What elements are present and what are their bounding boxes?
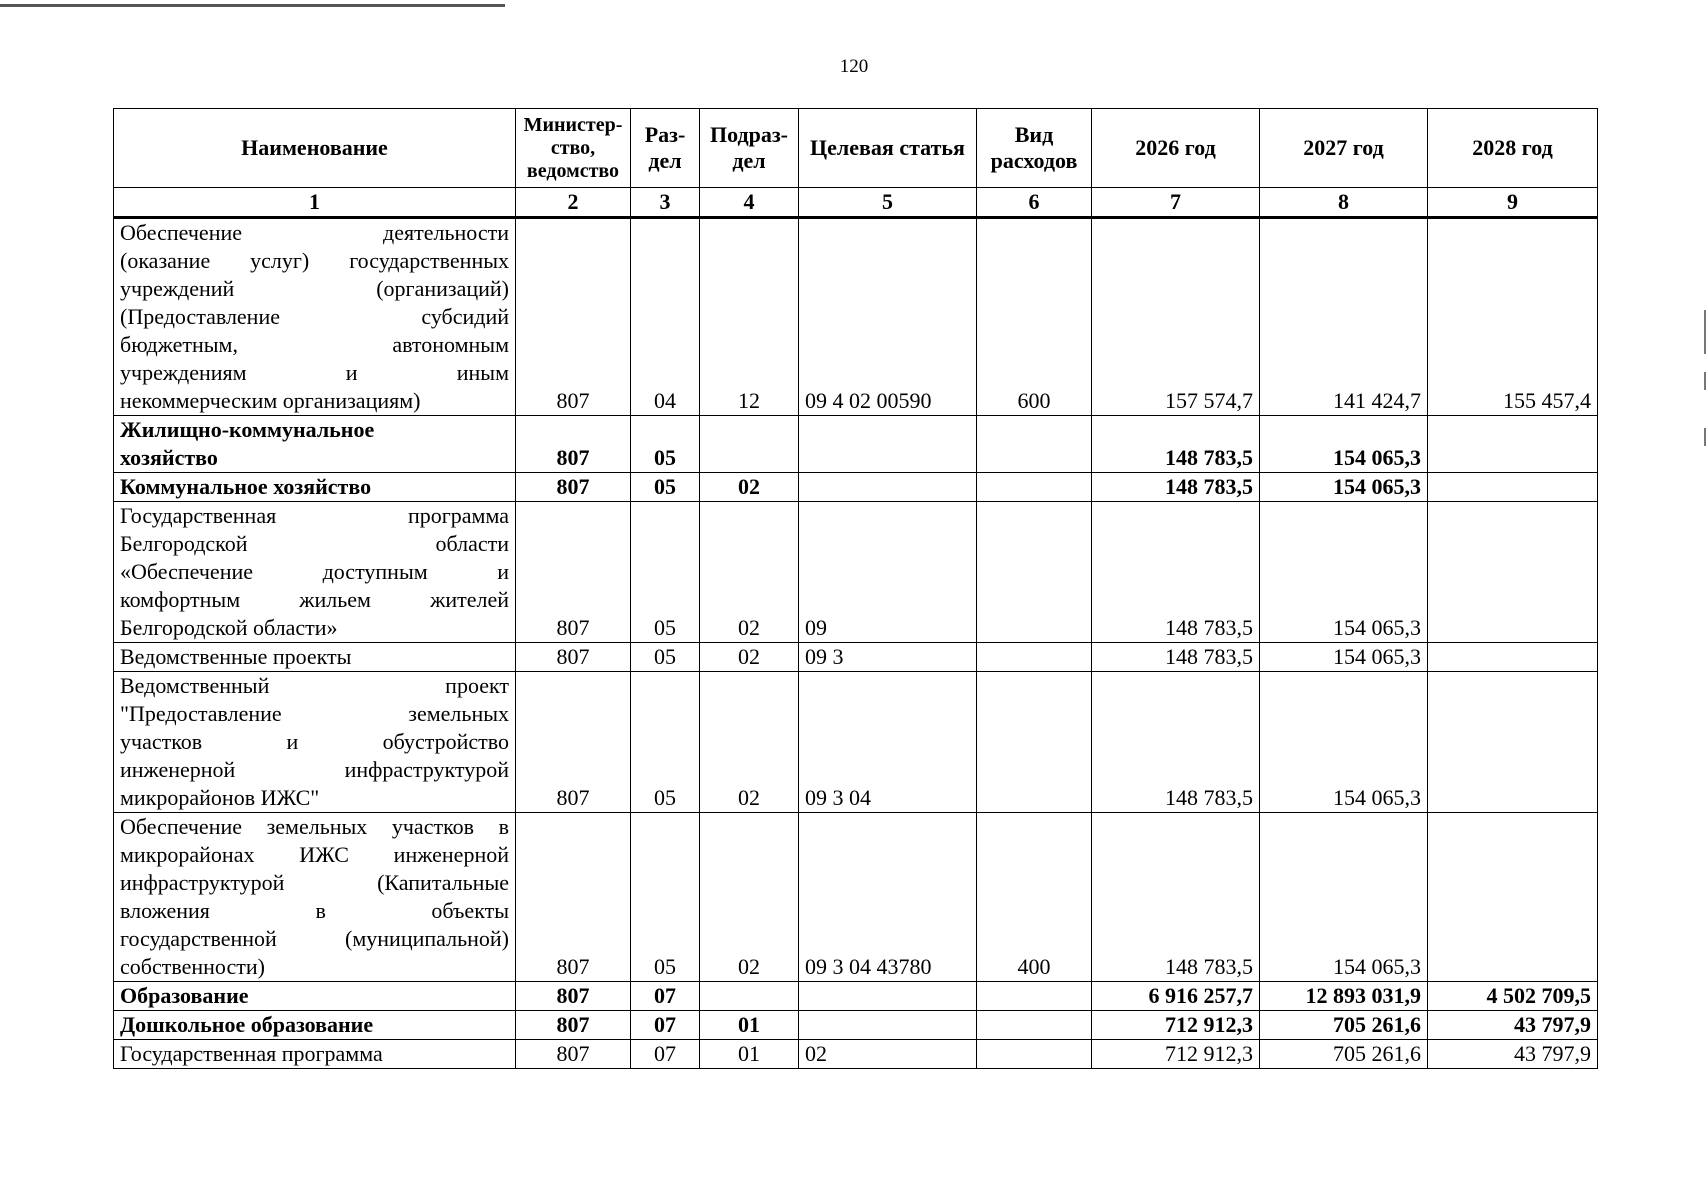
target-cell [799,1011,977,1040]
item-name-line: государственной (муниципальной) [120,926,509,951]
amount-2028-cell: 155 457,4 [1428,218,1598,416]
column-number: 6 [977,188,1092,218]
target-cell [799,416,977,473]
item-name-line: микрорайонов ИЖС" [120,785,320,810]
item-name-line: Белгородской области [120,531,509,556]
expense-type-cell [977,1011,1092,1040]
item-name-line: Жилищно-коммунальное [120,417,375,442]
page-number: 120 [839,56,869,77]
expense-type-cell [977,982,1092,1011]
item-name-line: участков и обустройство [120,729,509,754]
amount-2027-cell: 154 065,3 [1260,813,1428,982]
section-cell: 05 [631,672,700,813]
section-cell: 05 [631,502,700,643]
amount-2028-cell [1428,643,1598,672]
expense-type-cell [977,643,1092,672]
table-row [114,982,1598,1011]
amount-2026-cell: 157 574,7 [1092,218,1260,416]
item-name-cell [114,1040,516,1069]
ministry-cell: 807 [516,982,631,1011]
amount-2027-cell: 705 261,6 [1260,1040,1428,1069]
ministry-cell: 807 [516,643,631,672]
item-name-line: (оказание услуг) государственных [120,248,509,273]
expense-type-cell [977,416,1092,473]
column-number: 1 [114,188,516,218]
item-name-cell [114,643,516,672]
item-name-line: Государственная программа [120,503,509,528]
target-cell: 09 3 04 43780 [799,813,977,982]
target-cell [799,473,977,502]
ministry-cell: 807 [516,218,631,416]
amount-2028-cell: 43 797,9 [1428,1040,1598,1069]
item-name-line: Государственная программа [120,1041,383,1066]
amount-2027-cell: 141 424,7 [1260,218,1428,416]
item-name-line: Дошкольное образование [120,1012,374,1037]
item-name-line: Образование [120,983,249,1008]
section-cell: 05 [631,813,700,982]
amount-2027-cell: 154 065,3 [1260,416,1428,473]
amount-2028-cell [1428,416,1598,473]
amount-2026-cell: 148 783,5 [1092,502,1260,643]
subsection-cell: 01 [700,1040,799,1069]
section-cell: 05 [631,473,700,502]
column-number: 5 [799,188,977,218]
amount-2026-cell: 148 783,5 [1092,813,1260,982]
item-name-line: инженерной инфраструктурой [120,757,509,782]
target-cell: 09 [799,502,977,643]
item-name-cell [114,982,516,1011]
item-name-line: Ведомственный проект [120,673,509,698]
column-number: 9 [1428,188,1598,218]
table-row [114,218,1598,416]
section-cell: 07 [631,982,700,1011]
subsection-cell: 12 [700,218,799,416]
ministry-cell: 807 [516,502,631,643]
table-row [114,1011,1598,1040]
item-name-line: вложения в объекты [120,898,509,923]
column-number: 2 [516,188,631,218]
amount-2026-cell: 148 783,5 [1092,672,1260,813]
table-row [114,416,1598,473]
section-cell: 07 [631,1011,700,1040]
amount-2026-cell: 148 783,5 [1092,473,1260,502]
section-cell: 05 [631,416,700,473]
item-name-line: учреждений (организаций) [120,276,509,301]
header-2027: 2027 год [1260,109,1428,188]
item-name-line: Белгородской области» [120,615,338,640]
item-name-line: бюджетным, автономным [120,332,509,357]
expense-type-cell [977,672,1092,813]
item-name-cell [114,502,516,643]
item-name-line: «Обеспечение доступным и [120,559,509,584]
expense-type-cell [977,502,1092,643]
header-ministry: Министер-ство, ведомство [516,109,631,188]
amount-2028-cell [1428,473,1598,502]
subsection-cell: 02 [700,672,799,813]
amount-2027-cell: 154 065,3 [1260,502,1428,643]
scan-edge-mark [1704,310,1706,354]
table-row [114,813,1598,982]
item-name-cell [114,218,516,416]
item-name-line: учреждениям и иным [120,360,509,385]
ministry-cell: 807 [516,813,631,982]
item-name-cell [114,813,516,982]
item-name-line: микрорайонах ИЖС инженерной [120,842,509,867]
target-cell [799,982,977,1011]
ministry-cell: 807 [516,416,631,473]
header-name: Наименование [114,109,516,188]
amount-2028-cell: 4 502 709,5 [1428,982,1598,1011]
subsection-cell: 01 [700,1011,799,1040]
item-name-line: Коммунальное хозяйство [120,474,372,499]
amount-2026-cell: 712 912,3 [1092,1040,1260,1069]
item-name-line: Ведомственные проекты [120,644,352,669]
item-name-cell [114,416,516,473]
item-name-line: Обеспечение деятельности [120,220,509,245]
column-number: 4 [700,188,799,218]
item-name-line: хозяйство [120,445,218,470]
budget-table [113,108,1598,1069]
amount-2026-cell: 148 783,5 [1092,416,1260,473]
table-row [114,643,1598,672]
subsection-cell: 02 [700,643,799,672]
table-row [114,473,1598,502]
section-cell: 05 [631,643,700,672]
item-name-cell [114,672,516,813]
item-name-line: (Предоставление субсидий [120,304,509,329]
table-row [114,672,1598,813]
header-2028: 2028 год [1428,109,1598,188]
column-number-row [114,188,1598,218]
scan-edge-mark [1704,428,1706,446]
table-row [114,1040,1598,1069]
amount-2027-cell: 154 065,3 [1260,672,1428,813]
amount-2027-cell: 154 065,3 [1260,643,1428,672]
amount-2026-cell: 712 912,3 [1092,1011,1260,1040]
target-cell: 02 [799,1040,977,1069]
item-name-line: "Предоставление земельных [120,701,509,726]
item-name-line: инфраструктурой (Капитальные [120,870,509,895]
amount-2028-cell [1428,672,1598,813]
subsection-cell: 02 [700,473,799,502]
column-number: 3 [631,188,700,218]
table-body [114,218,1598,1069]
target-cell: 09 3 04 [799,672,977,813]
expense-type-cell [977,1040,1092,1069]
ministry-cell: 807 [516,672,631,813]
header-target: Целевая статья [799,109,977,188]
section-cell: 04 [631,218,700,416]
header-row [114,109,1598,188]
subsection-cell [700,416,799,473]
ministry-cell: 807 [516,1011,631,1040]
column-number: 8 [1260,188,1428,218]
item-name-line: комфортным жильем жителей [120,587,509,612]
ministry-cell: 807 [516,1040,631,1069]
ministry-cell: 807 [516,473,631,502]
amount-2026-cell: 6 916 257,7 [1092,982,1260,1011]
amount-2028-cell: 43 797,9 [1428,1011,1598,1040]
target-cell: 09 3 [799,643,977,672]
target-cell: 09 4 02 00590 [799,218,977,416]
item-name-cell [114,473,516,502]
subsection-cell: 02 [700,502,799,643]
subsection-cell [700,982,799,1011]
expense-type-cell: 400 [977,813,1092,982]
header-subsection: Подраз-дел [700,109,799,188]
header-section: Раз-дел [631,109,700,188]
subsection-cell: 02 [700,813,799,982]
section-cell: 07 [631,1040,700,1069]
item-name-line: собственности) [120,954,265,979]
header-expense-type: Вид расходов [977,109,1092,188]
header-2026: 2026 год [1092,109,1260,188]
amount-2027-cell: 154 065,3 [1260,473,1428,502]
amount-2027-cell: 705 261,6 [1260,1011,1428,1040]
item-name-line: Обеспечение земельных участков в [120,814,509,839]
column-number: 7 [1092,188,1260,218]
scan-edge-mark [1704,372,1706,390]
table-row [114,502,1598,643]
amount-2028-cell [1428,502,1598,643]
item-name-cell [114,1011,516,1040]
amount-2026-cell: 148 783,5 [1092,643,1260,672]
item-name-line: некоммерческим организациям) [120,388,421,413]
top-border-line [0,4,505,7]
expense-type-cell: 600 [977,218,1092,416]
amount-2027-cell: 12 893 031,9 [1260,982,1428,1011]
amount-2028-cell [1428,813,1598,982]
expense-type-cell [977,473,1092,502]
